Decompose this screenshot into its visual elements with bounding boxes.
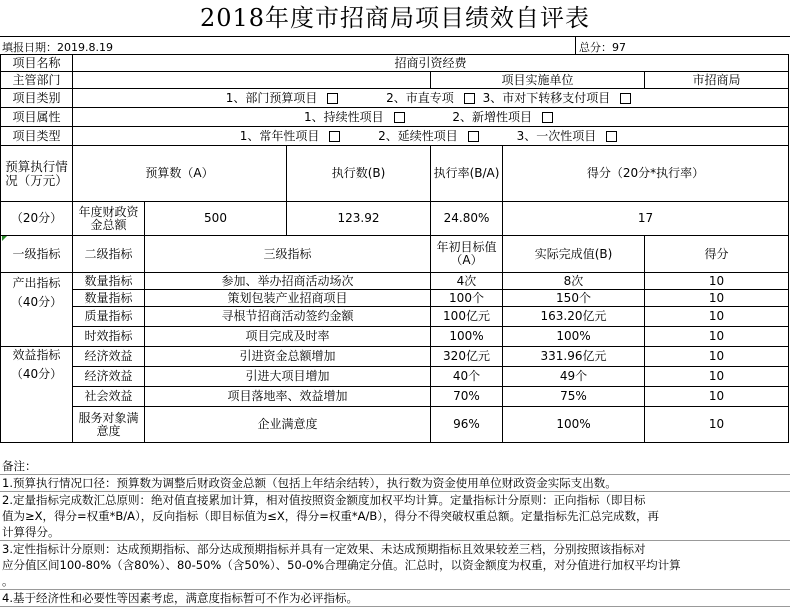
row-attribute [1, 108, 789, 127]
budget-col-score: 得分（20分*执行率） [503, 146, 789, 202]
exec-value: 123.92 [287, 202, 431, 236]
ind-score: 10 [645, 290, 789, 307]
budget-col-budget: 预算数（A） [73, 146, 287, 202]
ind-actual: 49个 [503, 367, 645, 387]
benefit-label: 效益指标 [12, 348, 61, 362]
ind-l2: 经济效益 [73, 347, 145, 367]
ind-actual: 100% [503, 407, 645, 443]
ind-target: 70% [431, 387, 503, 407]
checkbox-icon[interactable] [606, 131, 617, 142]
attribute-label: 项目属性 [1, 108, 73, 127]
ind-l2: 质量指标 [73, 307, 145, 327]
ind-actual: 75% [503, 387, 645, 407]
budget-score-value: 17 [503, 202, 789, 236]
fill-date: 填报日期：2019.8.19 [2, 41, 113, 54]
checkbox-icon[interactable] [620, 93, 631, 104]
note-3-line-1: 3.定性指标计分原则：达成预期指标、部分达成预期指标并具有一定效果、未达成预期指标且效果较差三档，分别按照该指标对 [2, 542, 646, 556]
ind-l3: 引进大项目增加 [145, 367, 431, 387]
evaluation-table [0, 54, 789, 443]
note-2-line-3: 计算得分。 [0, 524, 790, 541]
note-3-line-3: 。 [0, 573, 790, 590]
rate-value: 24.80% [431, 202, 503, 236]
ind-actual: 100% [503, 327, 645, 347]
ind-target: 96% [431, 407, 503, 443]
category-label: 项目类别 [1, 89, 73, 108]
dept-value [73, 72, 431, 89]
budget-col-exec: 执行数(B) [287, 146, 431, 202]
output-indicator-cell [1, 273, 73, 347]
ind-l3: 策划包装产业招商项目 [145, 290, 431, 307]
ind-score: 10 [645, 347, 789, 367]
checkbox-icon[interactable] [468, 131, 479, 142]
ind-score: 10 [645, 367, 789, 387]
ind-actual: 163.20亿元 [503, 307, 645, 327]
note-2-line-2: 值为≥X，得分=权重*B/A），反向指标（即目标值为≤X，得分=权重*A/B），得分不得突破权重总额。定量指标先汇总完成数，再 [2, 509, 660, 523]
dept-label: 主管部门 [1, 72, 73, 89]
checkbox-icon[interactable] [542, 112, 553, 123]
ind-l2: 数量指标 [73, 273, 145, 290]
category-options [73, 89, 789, 108]
row-indicator-header [1, 236, 789, 273]
note-3-line-2: 应分值区间100-80%（含80%）、80-50%（含50%）、50-0%合理确定分值。汇总时，以资金额度为权重，对分值进行加权平均计算 [2, 558, 681, 572]
budget-col-rate: 执行率(B/A) [431, 146, 503, 202]
type-option-2: 2、延续性项目 [378, 128, 458, 143]
ind-score: 10 [645, 307, 789, 327]
type-option-1: 1、常年性项目 [239, 128, 320, 143]
output-score: （40分） [10, 295, 63, 309]
ind-header-l2: 二级指标 [73, 236, 145, 273]
table-row [1, 307, 789, 327]
table-row [1, 273, 789, 290]
benefit-indicator-cell [1, 347, 73, 443]
ind-l3: 企业满意度 [145, 407, 431, 443]
ind-actual: 331.96亿元 [503, 347, 645, 367]
ind-header-score: 得分 [645, 236, 789, 273]
budget-value: 500 [145, 202, 287, 236]
table-row [1, 407, 789, 443]
header-divider [575, 37, 576, 55]
ind-l2: 社会效益 [73, 387, 145, 407]
output-label: 产出指标 [12, 276, 61, 290]
row-type [1, 127, 789, 146]
table-row [1, 387, 789, 407]
ind-score: 10 [645, 387, 789, 407]
ind-l3: 项目落地率、效益增加 [145, 387, 431, 407]
row-project-name [1, 55, 789, 72]
type-option-3: 3、一次性项目 [516, 128, 597, 143]
impl-unit-label: 项目实施单位 [431, 72, 645, 89]
header-line [0, 36, 790, 54]
budget-section-label: 预算执行情况（万元） [1, 146, 73, 202]
notes-header: 备注： [0, 458, 790, 475]
row-department [1, 72, 789, 89]
ind-l2: 服务对象满意度 [73, 407, 145, 443]
row-budget-values [1, 202, 789, 236]
ind-score: 10 [645, 327, 789, 347]
attribute-option-2: 2、新增性项目 [452, 109, 533, 124]
project-name-value: 招商引资经费 [73, 55, 789, 72]
type-options [73, 127, 789, 146]
ind-target: 100个 [431, 290, 503, 307]
ind-score: 10 [645, 407, 789, 443]
ind-target: 320亿元 [431, 347, 503, 367]
impl-unit-value: 市招商局 [645, 72, 789, 89]
table-row [1, 347, 789, 367]
ind-l2: 经济效益 [73, 367, 145, 387]
category-option-3: 3、市对下转移支付项目 [482, 90, 611, 105]
ind-l3: 寻根节招商活动签约金额 [145, 307, 431, 327]
ind-header-l1: 一级指标 [1, 236, 73, 273]
ind-header-actual: 实际完成值(B) [503, 236, 645, 273]
table-row [1, 367, 789, 387]
checkbox-icon[interactable] [327, 93, 338, 104]
ind-target: 4次 [431, 273, 503, 290]
ind-header-target: 年初目标值（A） [431, 236, 503, 273]
ind-target: 100% [431, 327, 503, 347]
type-label: 项目类型 [1, 127, 73, 146]
attribute-option-1: 1、持续性项目 [303, 109, 384, 124]
ind-l3: 参加、举办招商活动场次 [145, 273, 431, 290]
checkbox-icon[interactable] [329, 131, 340, 142]
ind-header-l3: 三级指标 [145, 236, 431, 273]
note-2-line-1: 2.定量指标完成数汇总原则：绝对值直接累加计算，相对值按照资金额度加权平均计算。定量指标计分原则：正向指标（即目标 [2, 493, 646, 507]
benefit-score: （40分） [10, 367, 63, 381]
form-title: 2018年度市招商局项目绩效自评表 [199, 4, 591, 32]
total-score: 总分：97 [579, 41, 626, 54]
ind-score: 10 [645, 273, 789, 290]
budget-section-score: （20分） [1, 202, 73, 236]
table-row [1, 290, 789, 307]
note-4: 4.基于经济性和必要性等因素考虑，满意度指标暂可不作为必评指标。 [0, 590, 790, 607]
ind-l3: 引进资金总额增加 [145, 347, 431, 367]
ind-target: 100亿元 [431, 307, 503, 327]
ind-actual: 150个 [503, 290, 645, 307]
ind-actual: 8次 [503, 273, 645, 290]
ind-l3: 项目完成及时率 [145, 327, 431, 347]
attribute-options [73, 108, 789, 127]
notes-section [0, 458, 790, 612]
ind-target: 40个 [431, 367, 503, 387]
checkbox-icon[interactable] [464, 93, 475, 104]
ind-l2: 数量指标 [73, 290, 145, 307]
ind-l2: 时效指标 [73, 327, 145, 347]
checkbox-icon[interactable] [394, 112, 405, 123]
table-row [1, 327, 789, 347]
row-category [1, 89, 789, 108]
budget-row-label: 年度财政资金总额 [73, 202, 145, 236]
row-budget-header [1, 146, 789, 202]
project-name-label: 项目名称 [1, 55, 73, 72]
category-option-2: 2、市直专项 [386, 90, 454, 105]
note-1: 1.预算执行情况口径：预算数为调整后财政资金总额（包括上年结余结转），执行数为资金使用单位财政资金实际支出数。 [0, 475, 790, 492]
category-option-1: 1、部门预算项目 [225, 90, 318, 105]
